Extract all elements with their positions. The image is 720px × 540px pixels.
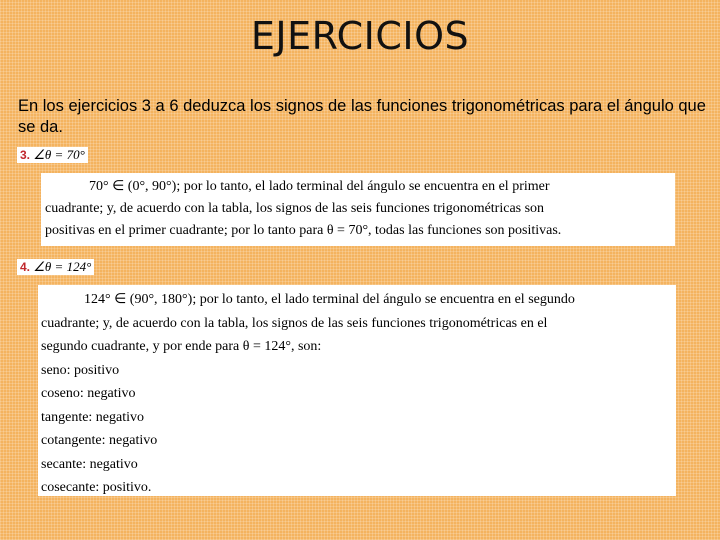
exercise-3-line-1: 70° ∈ (0°, 90°); por lo tanto, el lado terminal del ángulo se encuentra en el primer: [89, 179, 550, 194]
exercise-4-label: [17, 259, 94, 275]
exercise-3-number: 3.: [20, 148, 31, 162]
exercise-4-cotangent: cotangente: negativo: [41, 433, 158, 448]
exercise-4-number: 4.: [20, 260, 31, 274]
exercise-3-line-3: positivas en el primer cuadrante; por lo tanto para θ = 70°, todas las funciones son positivas.: [45, 223, 562, 238]
exercise-3-angle: ∠θ = 70°: [33, 147, 85, 162]
exercise-4-sine: seno: positivo: [41, 362, 120, 378]
exercise-3-label: [17, 147, 88, 163]
exercise-4-angle: ∠θ = 124°: [33, 259, 92, 274]
exercise-4-line-1: 124° ∈ (90°, 180°); por lo tanto, el lado terminal del ángulo se encuentra en el segundo: [84, 292, 575, 307]
exercise-4-cosine: coseno: negativo: [41, 386, 136, 401]
exercise-3-solution: [41, 173, 675, 246]
intro-text: En los ejercicios 3 a 6 deduzca los signos de las funciones trigonométricas para el ángulo que se da.: [18, 97, 706, 136]
exercise-4-line-3: segundo cuadrante, y por ende para θ = 124°, son:: [41, 339, 322, 354]
exercise-4-secant: secante: negativo: [41, 456, 138, 472]
exercise-4-tangent: tangente: negativo: [41, 409, 145, 425]
exercise-4-solution: [38, 285, 676, 496]
exercise-4-cosecant: cosecante: positivo.: [41, 480, 152, 495]
slide-title: EJERCICIOS: [250, 14, 470, 58]
exercise-3-line-2: cuadrante; y, de acuerdo con la tabla, los signos de las seis funciones trigonométricas son: [45, 201, 545, 216]
exercise-4-line-2: cuadrante; y, de acuerdo con la tabla, los signos de las seis funciones trigonométricas en el: [41, 315, 548, 331]
